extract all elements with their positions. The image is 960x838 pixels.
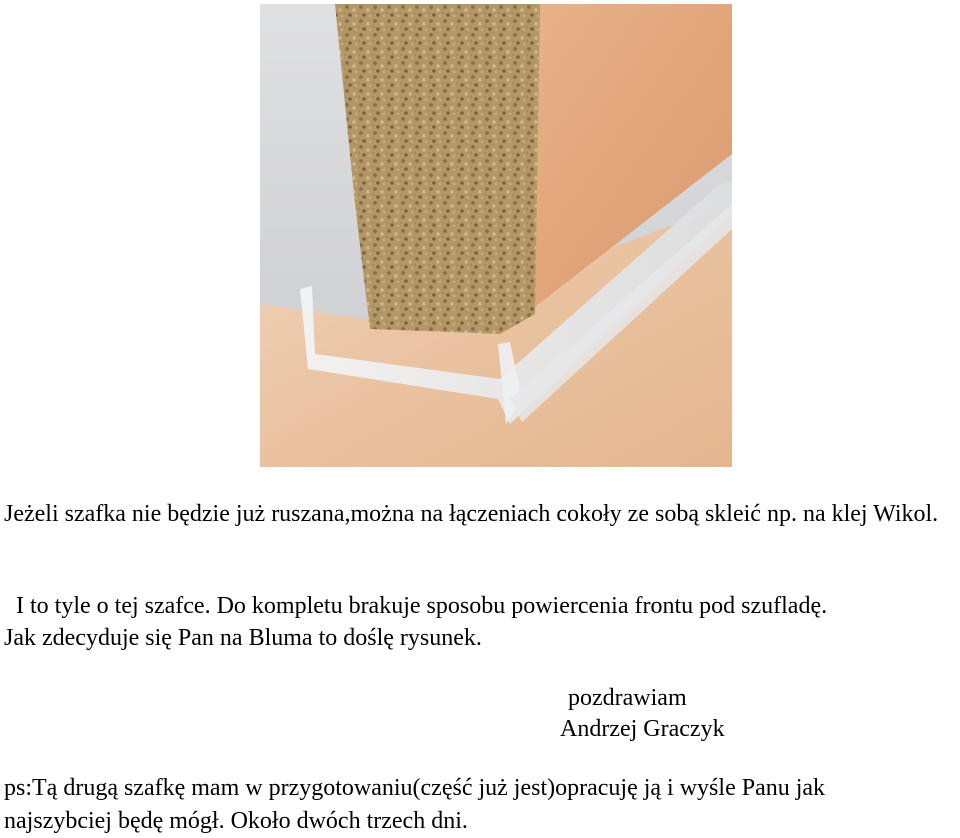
postscript-line-2: najszybciej będę mógł. Około dwóch trzech dni. — [4, 808, 468, 834]
summary-line-1: I to tyle o tej szafce. Do kompletu brakuje sposobu powiercenia frontu pod szufladę. — [16, 593, 828, 619]
signature-greeting: pozdrawiam — [568, 685, 687, 711]
glue-note-paragraph: Jeżeli szafka nie będzie już ruszana,można na łączeniach cokoły ze sobą skleić np. na klej Wikol. — [4, 501, 939, 527]
signature-name: Andrzej Graczyk — [560, 716, 725, 742]
postscript-line-1: ps:Tą drugą szafkę mam w przygotowaniu(część już jest)opracuję ją i wyśle Panu jak — [4, 775, 826, 801]
summary-line-2: Jak zdecyduje się Pan na Bluma to doślę rysunek. — [4, 625, 482, 651]
plinth-profile-photo — [260, 4, 732, 467]
